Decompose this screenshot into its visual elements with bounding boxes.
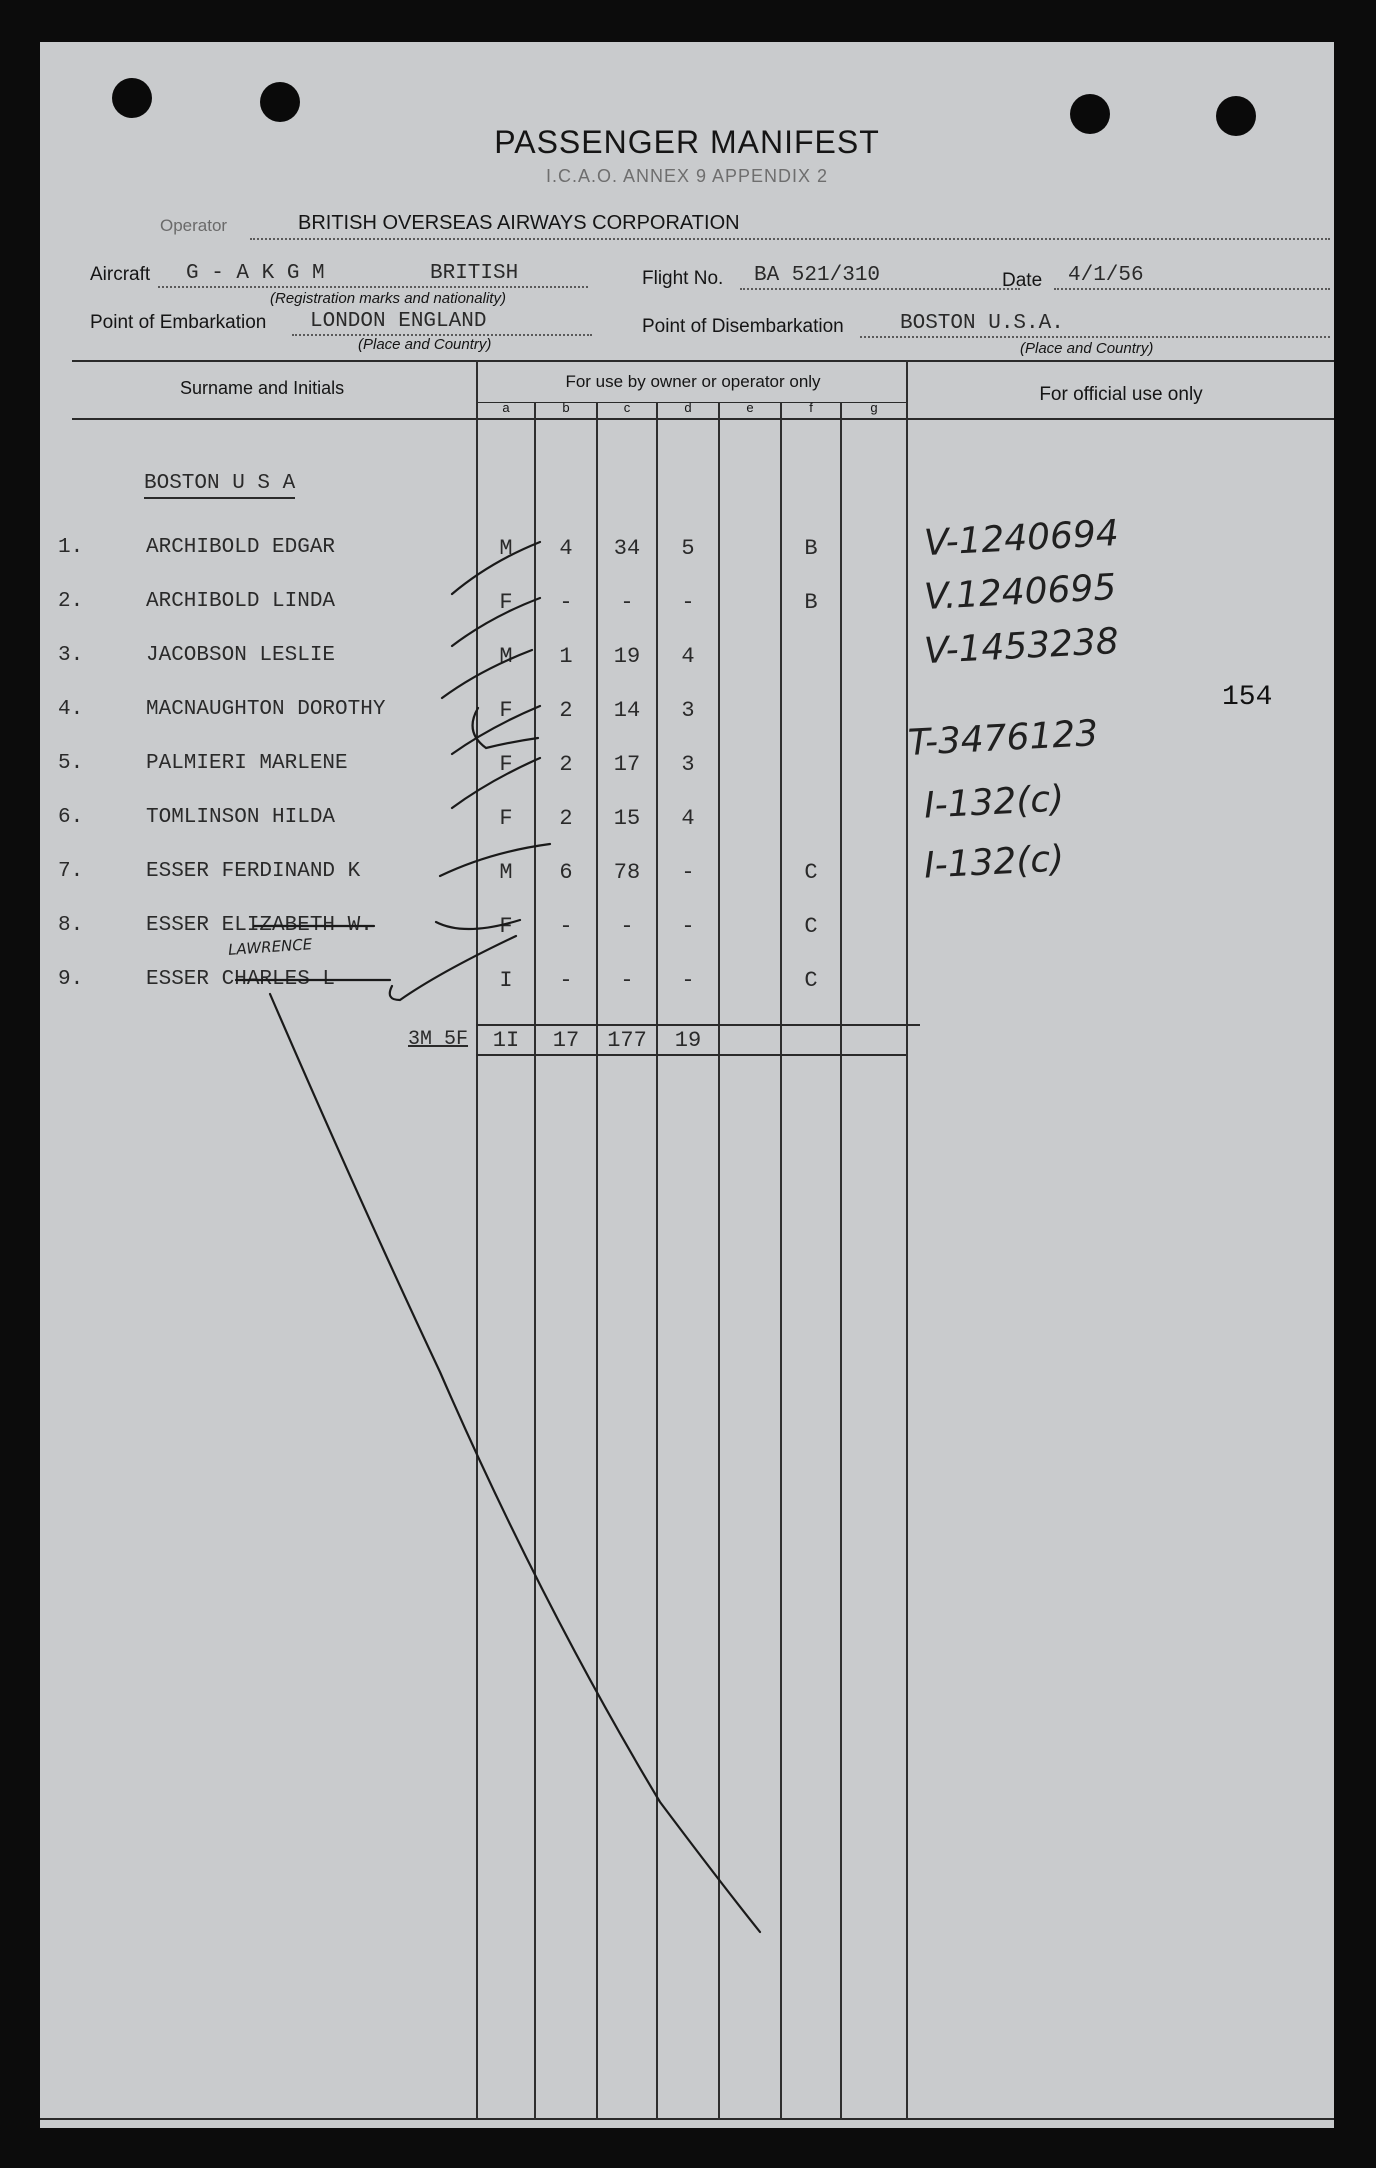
operator-value: BRITISH OVERSEAS AIRWAYS CORPORATION	[298, 212, 740, 234]
sub-col-a: a	[502, 400, 510, 415]
cell-a: F	[499, 914, 513, 939]
cell-f: C	[804, 968, 818, 993]
cell-a: F	[499, 806, 513, 831]
cell-b: 2	[559, 698, 573, 723]
cell-a: M	[499, 536, 513, 561]
cell-f: B	[804, 590, 818, 615]
cell-a: F	[499, 752, 513, 777]
passenger-name: JACOBSON LESLIE	[146, 644, 336, 667]
cell-c: 78	[613, 860, 641, 885]
cell-a: F	[499, 698, 513, 723]
official-handwritten-number: T-3476123	[907, 713, 1100, 764]
embark-value: LONDON ENGLAND	[310, 310, 487, 333]
row-number: 9.	[58, 968, 84, 991]
check-mark-7	[440, 844, 550, 876]
row-number: 3.	[58, 644, 84, 667]
cell-d: -	[681, 968, 695, 993]
cell-b: 4	[559, 536, 573, 561]
cell-d: -	[681, 860, 695, 885]
totals-c: 177	[607, 1028, 647, 1053]
cell-b: -	[559, 590, 573, 615]
cell-c: -	[620, 968, 634, 993]
cell-b: 2	[559, 806, 573, 831]
passenger-name: TOMLINSON HILDA	[146, 806, 336, 829]
cell-d: 4	[681, 644, 695, 669]
cell-a: M	[499, 644, 513, 669]
check-mark-8	[436, 920, 520, 929]
passenger-name: MACNAUGHTON DOROTHY	[146, 698, 386, 721]
official-handwritten-number: I-132(c)	[923, 838, 1066, 887]
disembark-value: BOSTON U.S.A.	[900, 312, 1064, 335]
flight-label: Flight No.	[642, 268, 724, 289]
sub-col-c: c	[623, 400, 631, 415]
check-mark-6	[452, 758, 540, 808]
cell-b: -	[559, 914, 573, 939]
long-diagonal-stroke	[270, 994, 760, 1932]
check-mark-4	[473, 708, 538, 748]
page-title: PASSENGER MANIFEST	[494, 124, 880, 160]
col-official-header: For official use only	[1039, 384, 1203, 405]
col-owner-header: For use by owner or operator only	[565, 372, 821, 391]
check-mark-5	[452, 706, 540, 754]
registration-note: (Registration marks and nationality)	[270, 290, 506, 307]
cell-d: 4	[681, 806, 695, 831]
sub-col-b: b	[562, 400, 570, 415]
check-mark-3	[442, 650, 532, 698]
passenger-name: ESSER CHARLES L	[146, 968, 336, 991]
cell-d: -	[681, 590, 695, 615]
cell-b: 2	[559, 752, 573, 777]
cell-a: M	[499, 860, 513, 885]
passenger-name: ARCHIBOLD EDGAR	[146, 536, 336, 559]
pen-marks	[40, 42, 1334, 2128]
cell-c: 17	[613, 752, 641, 777]
totals-label: 3M 5F	[408, 1028, 469, 1051]
cell-c: -	[620, 590, 634, 615]
row-number: 7.	[58, 860, 84, 883]
cell-c: 19	[613, 644, 641, 669]
destination-heading: BOSTON U S A	[144, 472, 295, 499]
check-mark-1	[452, 542, 540, 594]
check-mark-2	[452, 598, 540, 646]
flight-value: BA 521/310	[754, 264, 881, 287]
cell-d: -	[681, 914, 695, 939]
embark-label: Point of Embarkation	[90, 312, 267, 333]
sub-col-g: g	[870, 400, 878, 415]
totals-a: 1I	[492, 1028, 520, 1053]
official-handwritten-number: V-1453238	[923, 620, 1120, 673]
row-number: 2.	[58, 590, 84, 613]
cell-a: F	[499, 590, 513, 615]
page-number: 154	[1222, 682, 1273, 713]
cell-c: 14	[613, 698, 641, 723]
cell-a: I	[499, 968, 513, 993]
aircraft-label: Aircraft	[90, 264, 151, 285]
totals-b: 17	[552, 1028, 580, 1053]
disembark-label: Point of Disembarkation	[642, 316, 844, 337]
sub-col-e: e	[746, 400, 754, 415]
cell-b: 1	[559, 644, 573, 669]
row-number: 1.	[58, 536, 84, 559]
cell-c: 34	[613, 536, 641, 561]
col-name-header: Surname and Initials	[180, 378, 345, 398]
cell-d: 3	[681, 752, 695, 777]
passenger-name: ARCHIBOLD LINDA	[146, 590, 336, 613]
disembark-note: (Place and Country)	[1020, 340, 1154, 357]
totals-d: 19	[674, 1028, 702, 1053]
cell-b: -	[559, 968, 573, 993]
cell-f: C	[804, 860, 818, 885]
page-subtitle: I.C.A.O. ANNEX 9 APPENDIX 2	[545, 166, 829, 186]
handwritten-correction: LAWRENCE	[227, 935, 313, 959]
official-handwritten-number: V-1240694	[923, 512, 1120, 565]
cell-d: 3	[681, 698, 695, 723]
row-number: 8.	[58, 914, 84, 937]
aircraft-value: G - A K G M	[186, 262, 325, 285]
date-value: 4/1/56	[1068, 264, 1144, 287]
manifest-sheet	[40, 42, 1334, 2128]
date-label: Date	[1002, 270, 1043, 291]
cell-f: C	[804, 914, 818, 939]
row-number: 4.	[58, 698, 84, 721]
cell-d: 5	[681, 536, 695, 561]
cell-c: -	[620, 914, 634, 939]
nationality-value: BRITISH	[430, 262, 519, 285]
sub-col-f: f	[809, 400, 813, 415]
embark-note: (Place and Country)	[358, 336, 492, 353]
row-number: 5.	[58, 752, 84, 775]
passenger-name: ESSER FERDINAND K	[146, 860, 361, 883]
check-mark-9	[390, 936, 516, 1000]
passenger-name: PALMIERI MARLENE	[146, 752, 348, 775]
cell-f: B	[804, 536, 818, 561]
cell-c: 15	[613, 806, 641, 831]
row-number: 6.	[58, 806, 84, 829]
operator-label: Operator	[160, 216, 228, 235]
official-handwritten-number: I-132(c)	[923, 778, 1066, 827]
official-handwritten-number: V.1240695	[923, 566, 1118, 619]
cell-b: 6	[559, 860, 573, 885]
sub-col-d: d	[684, 400, 692, 415]
passenger-name: ESSER ELIZABETH W.	[146, 914, 373, 937]
